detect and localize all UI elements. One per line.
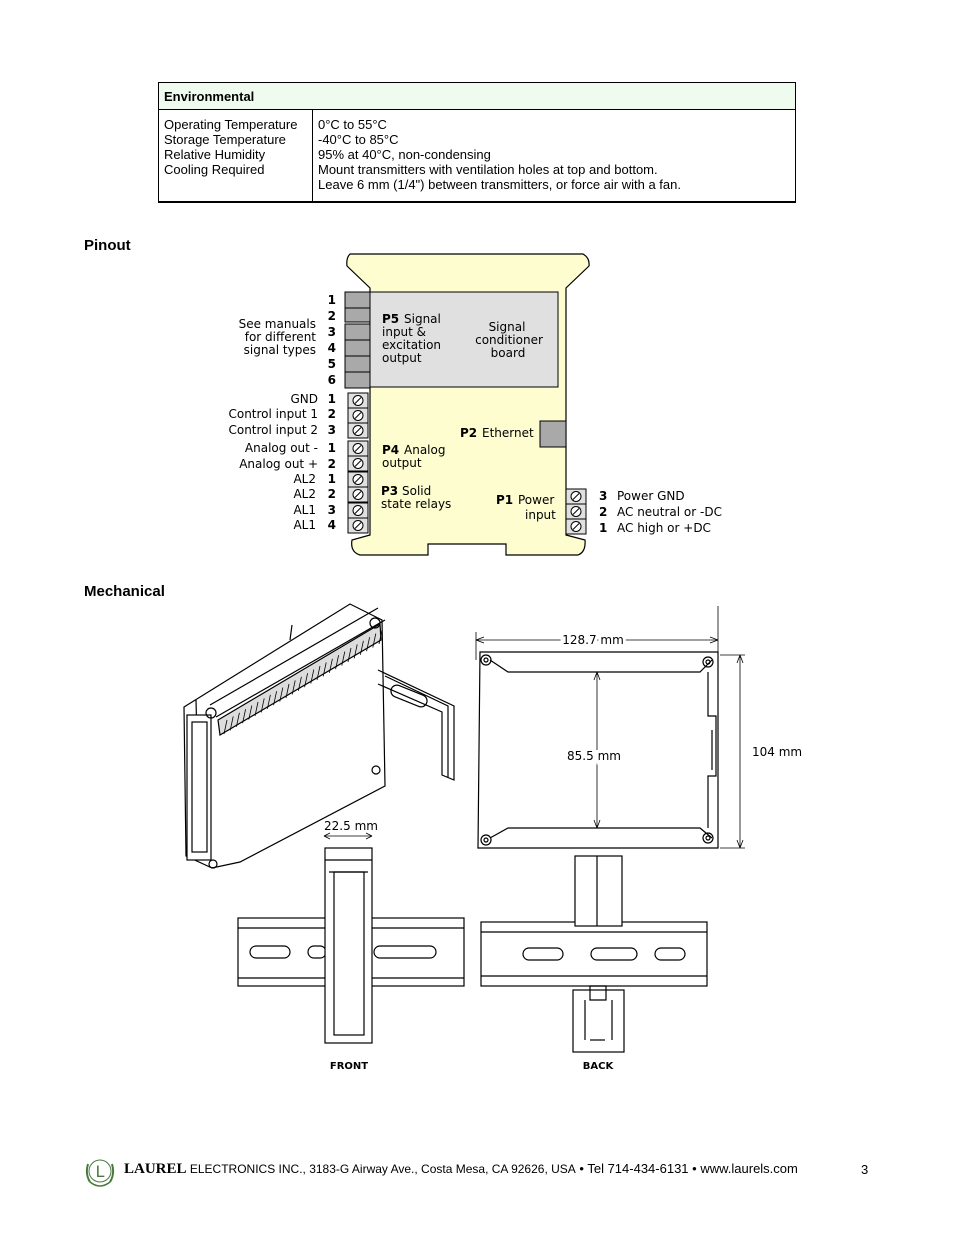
p5-line-2: input & [382,325,427,339]
value-cooling-spacing: Leave 6 mm (1/4") between transmitters, or force air with a fan. [318,177,681,192]
p4-id: P4 [382,443,400,457]
footer-website-link[interactable]: www.laurels.com [700,1161,798,1176]
terminal-analog-minus-name: Analog out - [244,441,318,455]
terminal-al1-a-pin: 3 [327,503,336,517]
page-footer [84,1156,874,1190]
screw-terminal-left-8 [348,503,368,518]
ac-neutral-name: AC neutral or -DC [617,505,722,519]
terminal-al1-b-name: AL1 [293,518,316,532]
laurel-logo-icon [84,1156,116,1190]
p3-id: P3 [381,484,399,498]
p5-id: P5 [382,312,400,326]
p5-pin-2: 2 [327,309,336,323]
power-gnd-name: Power GND [617,489,685,503]
p1-line-2: input [525,508,556,522]
front-view-label: FRONT [329,1061,369,1072]
screw-terminal-right-2 [566,504,586,519]
dim-height-label: 104 mm [752,745,803,759]
terminal-control-2-name: Control input 2 [228,423,318,437]
p4-line-2: output [382,456,422,470]
left-screw-terminals [348,393,368,533]
dim-inner-height-label: 85.5 mm [567,749,621,763]
value-storage-temperature: -40°C to 85°C [318,132,399,147]
pinout-diagram [0,0,954,600]
right-screw-terminals [566,489,586,534]
mechanical-heading: Mechanical [84,583,165,600]
p3-line-2: state relays [381,497,452,511]
screw-terminal-left-6 [348,472,368,487]
power-pin-3: 3 [599,489,608,503]
p4-line-1: Analog [404,443,446,457]
signal-note-line-2: for different [244,330,316,344]
environmental-header: Environmental [159,83,796,110]
screw-terminal-left-5 [348,456,368,471]
terminal-control-2-pin: 3 [327,423,336,437]
p2-ethernet-connector [540,421,566,447]
terminal-al1-a-name: AL1 [293,503,316,517]
terminal-analog-plus-name: Analog out + [239,457,318,471]
pinout-heading: Pinout [84,237,131,254]
terminal-analog-plus-pin: 2 [327,457,336,471]
terminal-gnd-name: GND [290,392,318,406]
terminal-al2-b-name: AL2 [293,487,316,501]
value-operating-temperature: 0°C to 55°C [318,117,387,132]
label-operating-temperature: Operating Temperature [164,117,298,132]
footer-bullet-1: • [575,1161,588,1176]
p5-line-1: Signal [404,312,441,326]
footer-brand: LAUREL [124,1161,187,1177]
terminal-analog-minus-pin: 1 [327,441,336,455]
footer-bullet-2: • [688,1161,701,1176]
board-label-line-1: Signal [488,320,526,334]
p5-line-4: output [382,351,422,365]
p5-connector [345,292,370,388]
value-relative-humidity: 95% at 40°C, non-condensing [318,147,491,162]
terminal-al1-b-pin: 4 [327,518,336,532]
ac-high-name: AC high or +DC [617,521,711,535]
label-storage-temperature: Storage Temperature [164,132,286,147]
terminal-control-1-pin: 2 [327,407,336,421]
logo-letter: L [95,1162,105,1181]
footer-tel: Tel 714-434-6131 [587,1161,689,1176]
p5-pin-5: 5 [327,357,336,371]
dim-width-label: 128.7 mm [562,633,624,647]
p5-pin-6: 6 [327,373,336,387]
p5-pin-4: 4 [327,341,336,355]
screw-terminal-left-2 [348,408,368,423]
label-cooling-required: Cooling Required [164,162,265,177]
board-label-line-3: board [490,346,526,360]
value-cooling-required: Mount transmitters with ventilation holes at top and bottom. [318,162,658,177]
screw-terminal-left-1 [348,393,368,408]
back-view-drawing [481,856,707,1052]
terminal-control-1-name: Control input 1 [228,407,318,421]
signal-note-line-1: See manuals [238,317,316,331]
p5-pin-3: 3 [327,325,336,339]
screw-terminal-right-1 [566,489,586,504]
terminal-al2-b-pin: 2 [327,487,336,501]
power-pin-2: 2 [599,505,608,519]
terminal-al2-a-name: AL2 [293,472,316,486]
isometric-module-drawing [184,604,454,868]
p1-id: P1 [496,493,514,507]
screw-terminal-left-7 [348,487,368,502]
back-view-label: BACK [582,1061,614,1072]
dim-depth-label: 22.5 mm [324,819,378,833]
p5-pin-1: 1 [327,293,336,307]
p3-line-1: Solid [402,484,432,498]
front-view-drawing [238,848,464,1043]
screw-terminal-right-3 [566,519,586,534]
page-number: 3 [861,1162,869,1177]
screw-terminal-left-4 [348,441,368,456]
terminal-al2-a-pin: 1 [327,472,336,486]
screw-terminal-left-9 [348,518,368,533]
mechanical-drawing [0,595,954,1085]
terminal-gnd-pin: 1 [327,392,336,406]
label-relative-humidity: Relative Humidity [164,147,266,162]
signal-note-line-3: signal types [243,343,316,357]
p2-id: P2 [460,426,478,440]
screw-terminal-left-3 [348,423,368,438]
footer-company: ELECTRONICS INC., 3183-G Airway Ave., Costa Mesa, CA 92626, USA [186,1162,576,1176]
p2-text: Ethernet [482,426,534,440]
p5-line-3: excitation [382,338,442,352]
power-pin-1: 1 [599,521,608,535]
p1-line-1: Power [518,493,555,507]
footer-address [124,1161,798,1178]
board-label-line-2: conditioner [475,333,543,347]
